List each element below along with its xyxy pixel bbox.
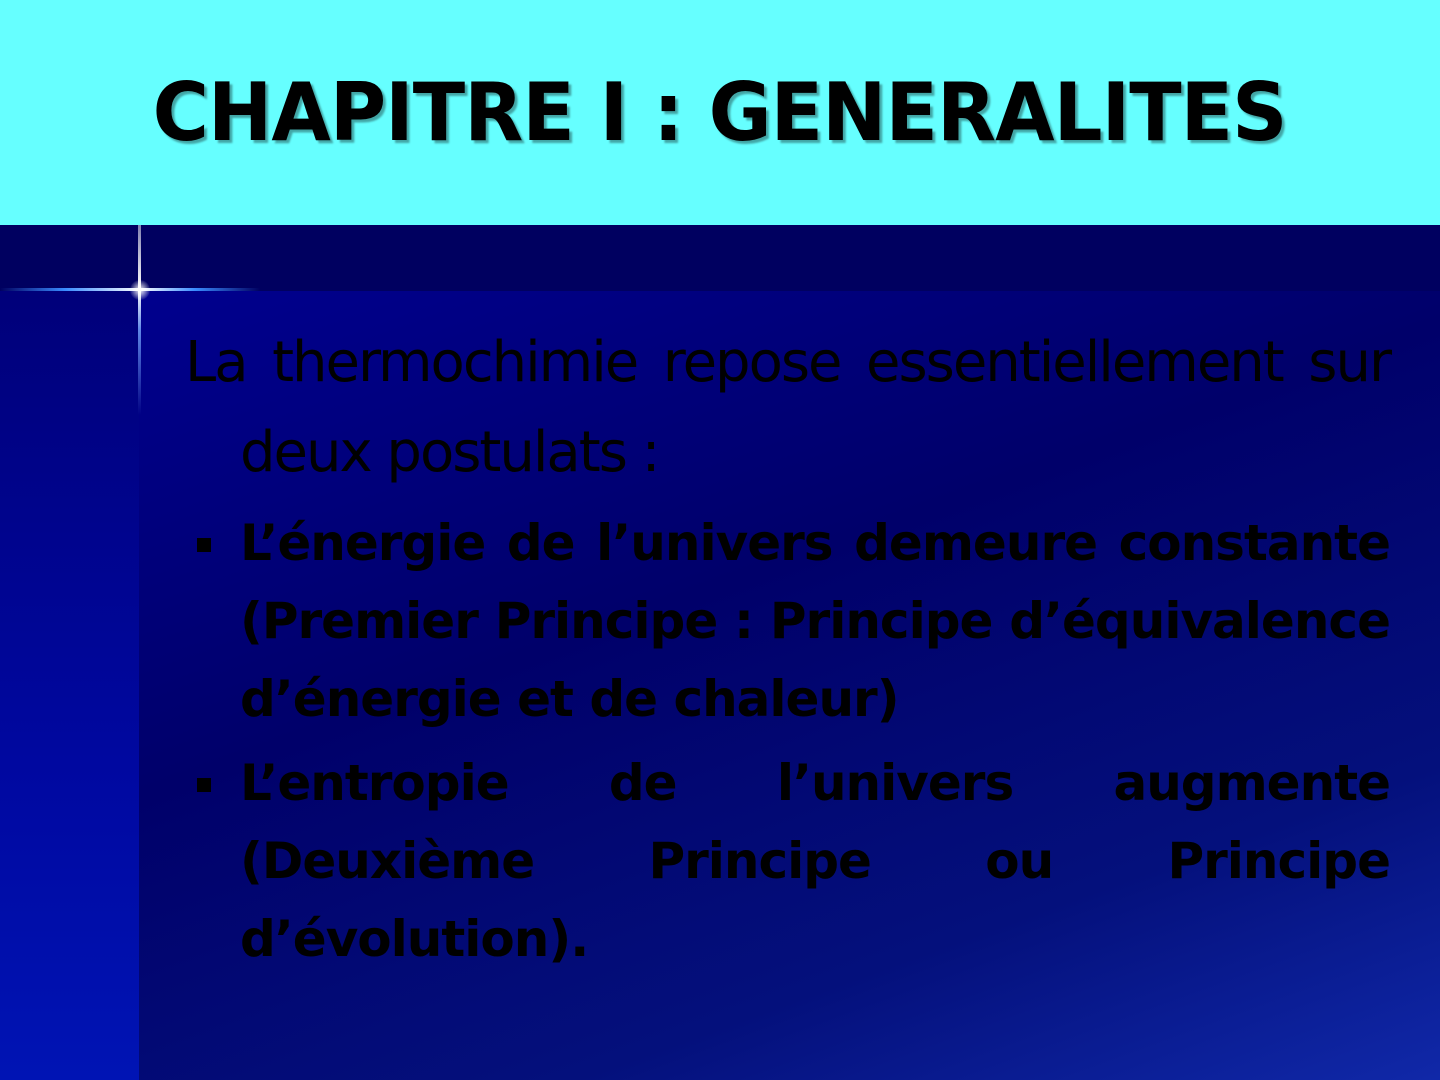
title-band <box>0 0 1440 225</box>
bullet-text: L’entropie de l’univers augmente (Deuxième Principe ou Principe d’évolution). <box>240 754 1390 968</box>
square-bullet-icon <box>197 778 211 792</box>
bullet-item <box>185 744 1390 978</box>
bullet-list <box>185 504 1390 978</box>
intro-paragraph: La thermochimie repose essentiellement sur deux postulats : <box>185 330 1390 485</box>
bullet-text: L’énergie de l’univers demeure constante (Premier Principe : Principe d’équivalence d’énergie et de chaleur) <box>240 514 1390 728</box>
square-bullet-icon <box>197 538 211 552</box>
bullet-item <box>185 504 1390 738</box>
slide-body <box>185 318 1390 984</box>
sparkle-star-icon <box>130 280 150 300</box>
decorative-left-strip <box>0 291 139 1080</box>
slide-title: CHAPITRE I : GENERALITES <box>153 66 1287 159</box>
sparkle-vertical-line <box>138 225 141 415</box>
decorative-top-strip <box>0 225 1440 291</box>
